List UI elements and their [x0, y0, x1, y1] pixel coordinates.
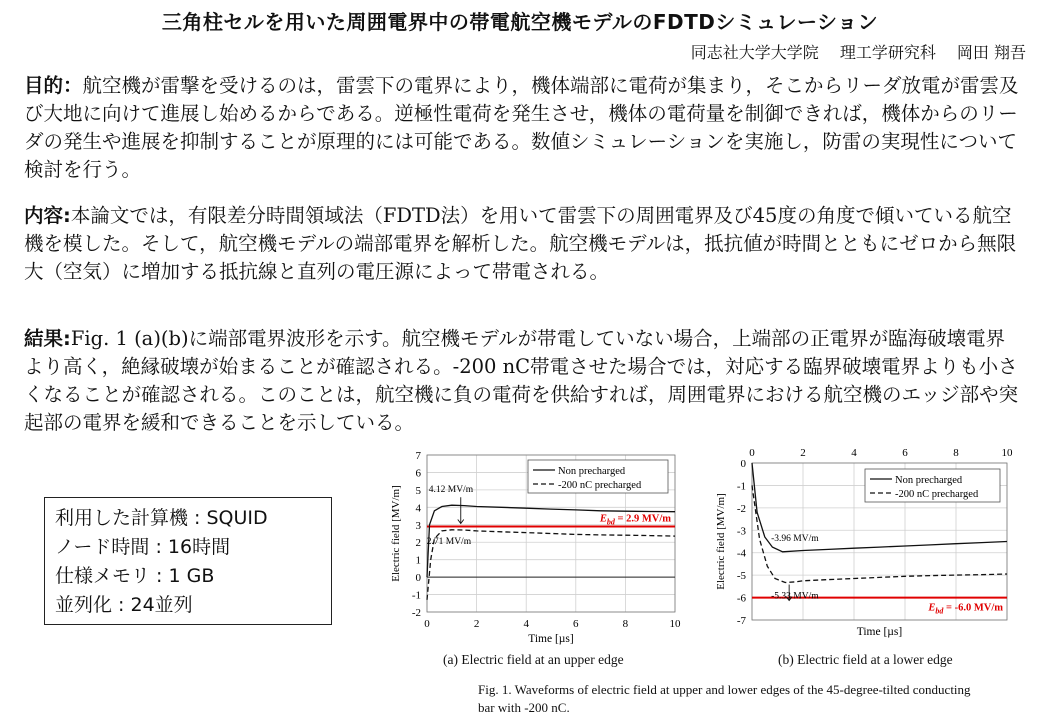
chart-b-legend-label: Non precharged [895, 475, 963, 486]
chart-a-ytick-label: -1 [411, 589, 421, 602]
chart-upper-edge [385, 445, 685, 650]
content-paragraph [24, 202, 1024, 286]
parallel-line: 並列化 : 24並列 [55, 594, 193, 616]
page-title: 三角柱セルを用いた周囲電界中の帯電航空機モデルのFDTDシミュレーション [161, 10, 879, 34]
content-sep: : [63, 204, 71, 227]
compute-info-box [44, 497, 332, 625]
chart-b-xtick-label: 0 [749, 447, 755, 459]
chart-a-xlabel: Time [µs] [528, 633, 574, 645]
chart-a-ytick-label: 5 [415, 484, 421, 497]
chart-b-ytick-label: -6 [736, 592, 746, 605]
purpose-text: 航空機が雷撃を受けるのは，雷雲下の電界により，機体端部に電荷が集まり，そこからリーダ放電が雷雲及び大地に向けて進展し始めるからである。逆極性電荷を発生させ，機体の電荷量を制御できれば，機体からのリーダの発生や進展を抑制することが原理的には可能である。数値シミュレーションを実施し，防雷の実現性について検討を行う。 [24, 74, 1019, 181]
purpose-label: 目的 [24, 74, 64, 97]
result-label: 結果 [24, 327, 64, 350]
chart-b-caption: (b) Electric field at a lower edge [778, 652, 953, 667]
chart-b-ytick-label: -1 [736, 480, 746, 493]
author-line: 同志社大学大学院 理工学研究科 岡田 翔吾 [690, 43, 1026, 62]
chart-a-ylabel: Electric field [MV/m] [390, 485, 402, 582]
chart-a-ytick-label: 2 [415, 537, 421, 550]
node-time-line: ノード時間 : 16時間 [55, 536, 231, 558]
result-sep: : [63, 327, 71, 350]
computer-line: 利用した計算機 : SQUID [55, 507, 268, 529]
chart-a-xtick-label: 10 [669, 618, 681, 630]
memory-line: 仕様メモリ : 1 GB [55, 565, 215, 587]
chart-b-ebd-symbol: E [928, 602, 936, 614]
chart-a-xtick-label: 0 [424, 618, 430, 630]
chart-b-annotation: -3.96 MV/m [771, 533, 819, 544]
content-text: 本論文では，有限差分時間領域法（FDTD法）を用いて雷雲下の周囲電界及び45度の角度で傾いている航空機を模した。そして，航空機モデルの端部電界を解析した。航空機モデルは，抵抗値が時間とともにゼロから無限大（空気）に増加する抵抗線と直列の電圧源によって帯電される。 [24, 204, 1017, 283]
chart-a-xtick-label: 8 [622, 618, 629, 630]
chart-b-ytick-label: -2 [736, 502, 746, 515]
chart-a-ytick-label: -2 [411, 607, 421, 619]
purpose-sep: ： [63, 74, 83, 97]
chart-b-ylabel: Electric field [MV/m] [715, 493, 727, 590]
chart-a-legend-label: -200 nC precharged [558, 480, 642, 491]
chart-b-xtick-label: 6 [902, 447, 908, 459]
chart-b-xlabel: Time [µs] [856, 626, 903, 638]
chart-b-legend-label: -200 nC precharged [895, 489, 979, 500]
chart-a-annotation: 2.71 MV/m [426, 536, 472, 547]
chart-a-ytick-label: 3 [415, 519, 421, 532]
content-label: 内容 [24, 204, 64, 227]
chart-b-xtick-label: 8 [953, 447, 959, 459]
chart-b-ytick-label: 0 [740, 458, 746, 470]
purpose-paragraph [24, 72, 1024, 184]
chart-b-xtick-label: 4 [851, 447, 857, 459]
chart-a-ytick-label: 0 [415, 572, 421, 585]
chart-b-ytick-label: -3 [736, 525, 746, 538]
result-text: Fig. 1 (a)(b)に端部電界波形を示す。航空機モデルが帯電していない場合，上端部の正電界が臨海破壊電界より高く，絶縁破壊が始まることが確認される。-200 nC帯電させた場合では，対応する臨界破壊電界よりも小さくなることが確認される。このことは，航空機に負の電荷を供給すれば，周囲電界における航空機のエッジ部や突起部の電界を緩和できることを示している。 [24, 327, 1019, 434]
chart-a-legend-label: Non precharged [558, 466, 626, 477]
result-paragraph [24, 325, 1024, 437]
chart-a-annotation: 4.12 MV/m [428, 485, 474, 496]
chart-b-ebd-subscript: bd [935, 606, 944, 616]
chart-b-xtick-label: 10 [1001, 447, 1013, 459]
chart-b-ebd-value: = -6.0 MV/m [943, 602, 1003, 614]
chart-a-ytick-label: 7 [415, 450, 421, 462]
chart-a-ytick-label: 4 [415, 502, 421, 515]
chart-a-xtick-label: 6 [573, 618, 579, 630]
chart-b-ytick-label: -4 [736, 547, 746, 560]
chart-b-ebd-label [927, 603, 1003, 616]
chart-a-ebd-symbol: E [599, 513, 607, 525]
figure-caption: Fig. 1. Waveforms of electric field at upper and lower edges of the 45-degree-tilted conducting bar with -200 nC. [478, 682, 971, 715]
chart-a-ebd-value: = 2.9 MV/m [614, 513, 671, 525]
chart-a-ebd-subscript: bd [606, 517, 615, 527]
chart-a-ytick-label: 6 [415, 467, 421, 480]
chart-a-xtick-label: 2 [473, 618, 480, 630]
chart-a-xtick-label: 4 [523, 618, 529, 630]
chart-b-annotation: -5.33 MV/m [771, 591, 819, 602]
chart-a-caption: (a) Electric field at an upper edge [443, 652, 624, 667]
chart-b-ytick-label: -7 [736, 615, 746, 627]
chart-lower-edge [710, 440, 1030, 645]
chart-b-ytick-label: -5 [736, 570, 746, 583]
chart-b-xtick-label: 2 [800, 447, 806, 459]
chart-a-ytick-label: 1 [415, 554, 421, 567]
